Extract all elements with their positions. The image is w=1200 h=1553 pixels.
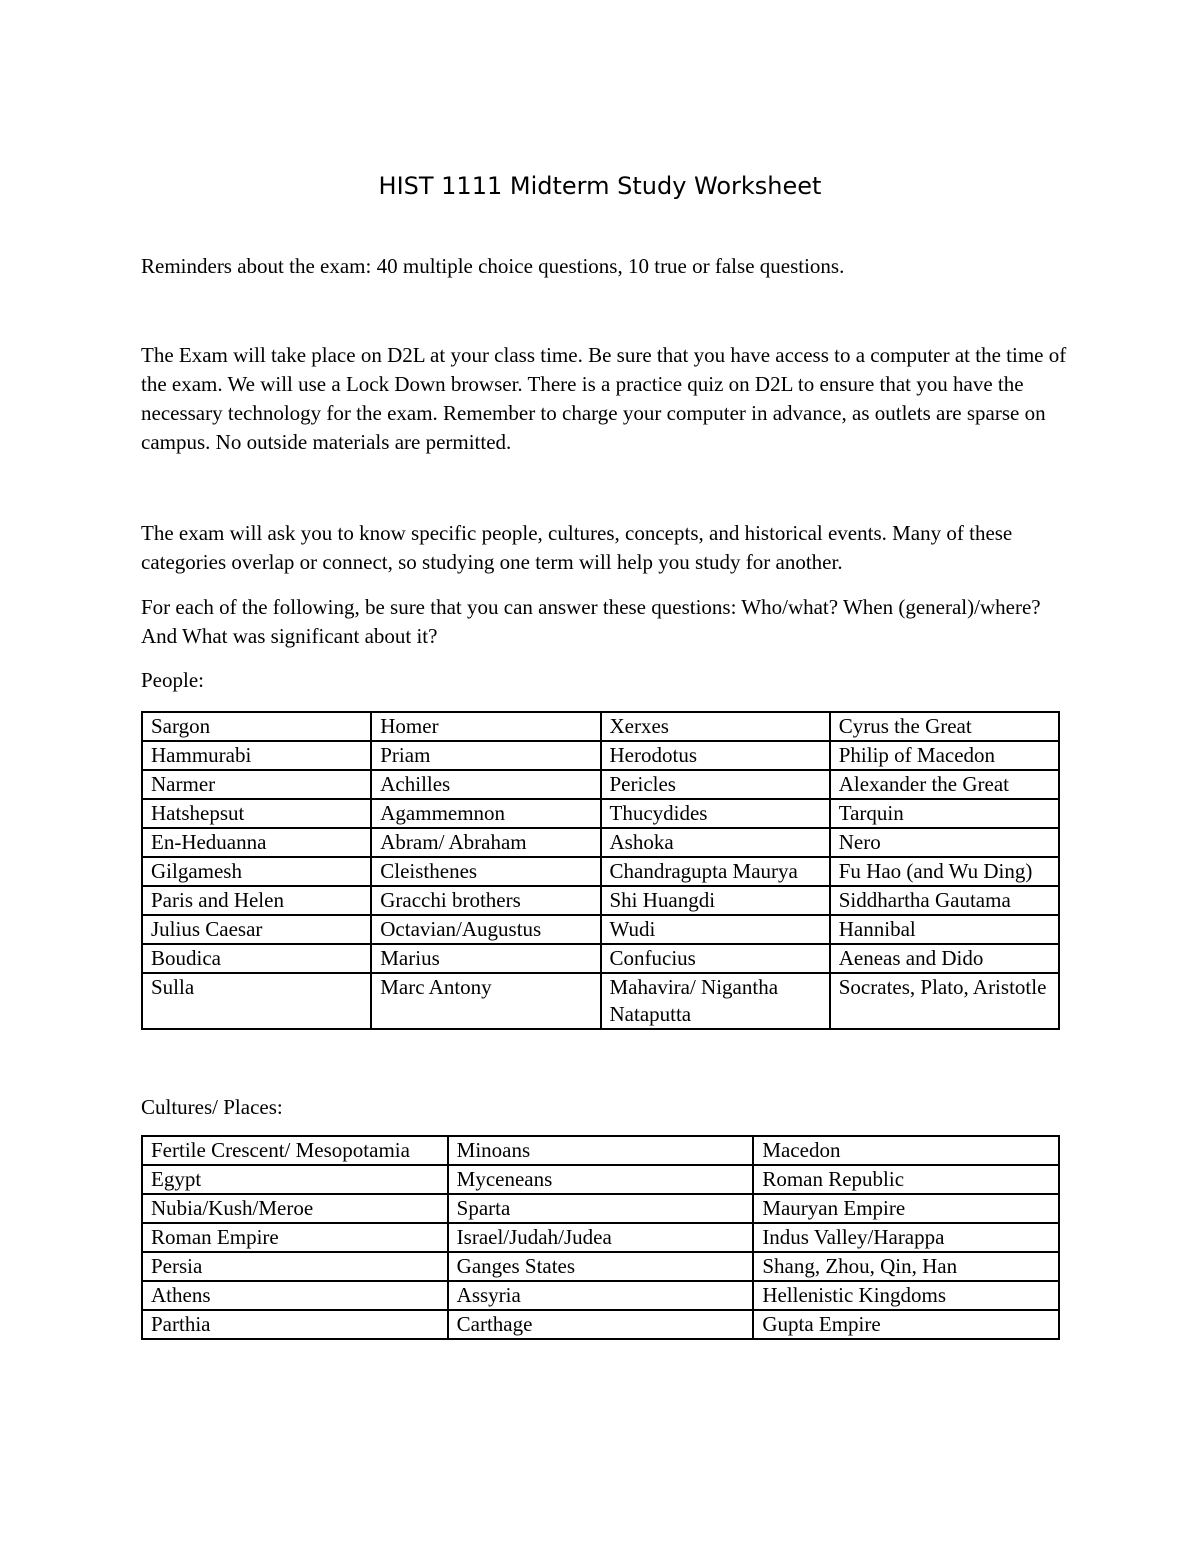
cultures-table — [141, 1135, 1060, 1340]
table-cell: Boudica — [142, 944, 371, 973]
table-cell: Priam — [371, 741, 600, 770]
table-cell: Nubia/Kush/Meroe — [142, 1194, 448, 1223]
table-cell: Sulla — [142, 973, 371, 1029]
cultures-heading: Cultures/ Places: — [141, 1095, 283, 1119]
table-cell: Hammurabi — [142, 741, 371, 770]
table-cell: Alexander the Great — [830, 770, 1059, 799]
study-questions-paragraph: For each of the following, be sure that you can answer these questions: Who/what? When (general)/where? And What was significant about it? — [141, 595, 1041, 648]
table-cell: Mahavira/ Nigantha Nataputta — [601, 973, 830, 1029]
table-cell: Fertile Crescent/ Mesopotamia — [142, 1136, 448, 1165]
table-cell: Macedon — [753, 1136, 1059, 1165]
table-cell: Thucydides — [601, 799, 830, 828]
table-row — [142, 828, 1059, 857]
table-cell: Carthage — [448, 1310, 754, 1339]
table-row — [142, 712, 1059, 741]
table-cell: Sparta — [448, 1194, 754, 1223]
table-row — [142, 915, 1059, 944]
table-cell: Sargon — [142, 712, 371, 741]
table-cell: Xerxes — [601, 712, 830, 741]
table-cell: Ganges States — [448, 1252, 754, 1281]
table-row — [142, 857, 1059, 886]
table-cell: Octavian/Augustus — [371, 915, 600, 944]
table-cell: Herodotus — [601, 741, 830, 770]
table-cell: Achilles — [371, 770, 600, 799]
table-cell: Confucius — [601, 944, 830, 973]
table-cell: Socrates, Plato, Aristotle — [830, 973, 1059, 1029]
table-cell: Agammemnon — [371, 799, 600, 828]
people-heading: People: — [141, 668, 204, 692]
table-cell: Julius Caesar — [142, 915, 371, 944]
table-cell: Hatshepsut — [142, 799, 371, 828]
table-cell: Philip of Macedon — [830, 741, 1059, 770]
table-cell: Paris and Helen — [142, 886, 371, 915]
table-cell: Fu Hao (and Wu Ding) — [830, 857, 1059, 886]
table-cell: Persia — [142, 1252, 448, 1281]
exam-logistics-paragraph: The Exam will take place on D2L at your class time. Be sure that you have access to a computer at the time of the exam. We will use a Lock Down browser. There is a practice quiz on D2L to ensure that you have the necessary technology for the exam. Remember to charge your computer in advance, as outlets are sparse on campus. No outside materials are permitted. — [141, 343, 1067, 454]
table-cell: Minoans — [448, 1136, 754, 1165]
table-cell: Egypt — [142, 1165, 448, 1194]
table-row — [142, 1165, 1059, 1194]
table-cell: Assyria — [448, 1281, 754, 1310]
table-cell: Marc Antony — [371, 973, 600, 1029]
table-row — [142, 1136, 1059, 1165]
table-cell: Hellenistic Kingdoms — [753, 1281, 1059, 1310]
table-row — [142, 741, 1059, 770]
table-cell: Shang, Zhou, Qin, Han — [753, 1252, 1059, 1281]
table-cell: En-Heduanna — [142, 828, 371, 857]
table-row — [142, 1310, 1059, 1339]
table-cell: Parthia — [142, 1310, 448, 1339]
table-cell: Cyrus the Great — [830, 712, 1059, 741]
table-cell: Cleisthenes — [371, 857, 600, 886]
table-cell: Pericles — [601, 770, 830, 799]
table-cell: Israel/Judah/Judea — [448, 1223, 754, 1252]
table-cell: Myceneans — [448, 1165, 754, 1194]
table-cell: Gupta Empire — [753, 1310, 1059, 1339]
table-row — [142, 1281, 1059, 1310]
table-row — [142, 770, 1059, 799]
table-cell: Marius — [371, 944, 600, 973]
table-row — [142, 973, 1059, 1029]
table-cell: Hannibal — [830, 915, 1059, 944]
table-cell: Athens — [142, 1281, 448, 1310]
table-cell: Narmer — [142, 770, 371, 799]
table-cell: Shi Huangdi — [601, 886, 830, 915]
table-cell: Aeneas and Dido — [830, 944, 1059, 973]
table-cell: Nero — [830, 828, 1059, 857]
exam-content-paragraph: The exam will ask you to know specific people, cultures, concepts, and historical events. Many of these categories overlap or connect, so studying one term will help you study for another. — [141, 521, 1013, 574]
exam-reminders-text: Reminders about the exam: 40 multiple choice questions, 10 true or false questions. — [141, 254, 845, 278]
page-title: HIST 1111 Midterm Study Worksheet — [378, 172, 822, 200]
table-cell: Indus Valley/Harappa — [753, 1223, 1059, 1252]
table-row — [142, 799, 1059, 828]
table-cell: Wudi — [601, 915, 830, 944]
table-row — [142, 944, 1059, 973]
table-cell: Siddhartha Gautama — [830, 886, 1059, 915]
table-cell: Ashoka — [601, 828, 830, 857]
people-table — [141, 711, 1060, 1030]
table-cell: Roman Republic — [753, 1165, 1059, 1194]
table-cell: Gilgamesh — [142, 857, 371, 886]
table-cell: Tarquin — [830, 799, 1059, 828]
table-row — [142, 1223, 1059, 1252]
table-cell: Homer — [371, 712, 600, 741]
table-cell: Roman Empire — [142, 1223, 448, 1252]
table-row — [142, 1252, 1059, 1281]
table-row — [142, 1194, 1059, 1223]
table-cell: Gracchi brothers — [371, 886, 600, 915]
table-cell: Abram/ Abraham — [371, 828, 600, 857]
table-cell: Chandragupta Maurya — [601, 857, 830, 886]
table-cell: Mauryan Empire — [753, 1194, 1059, 1223]
table-row — [142, 886, 1059, 915]
